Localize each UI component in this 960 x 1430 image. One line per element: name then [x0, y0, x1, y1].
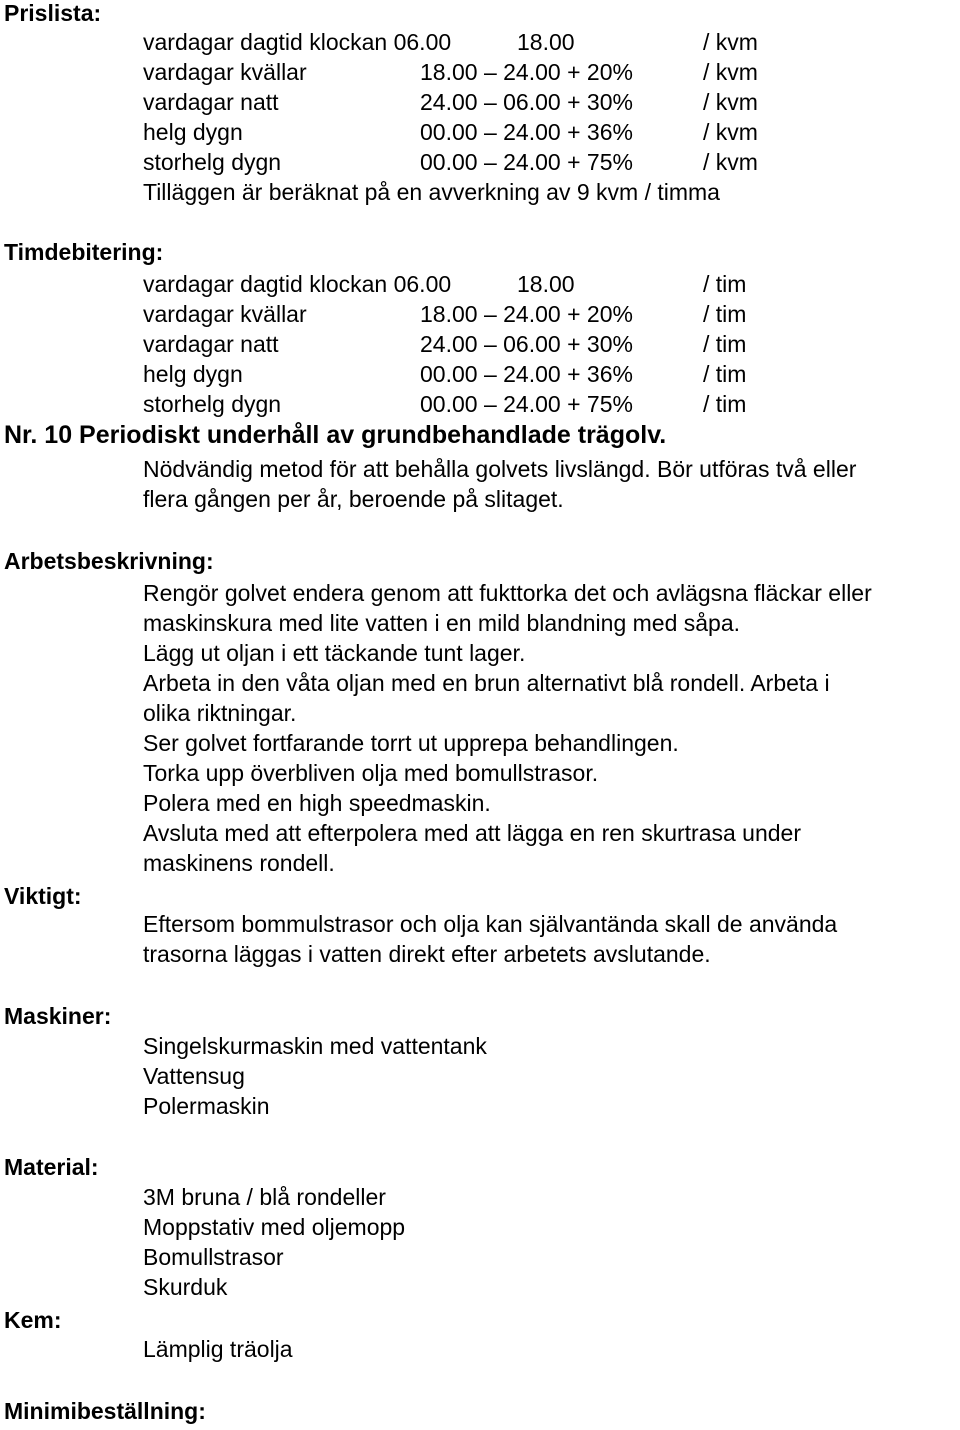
arbetsbeskrivning-line: Ser golvet fortfarande torrt ut upprepa behandlingen.: [143, 730, 679, 756]
viktigt-heading: Viktigt:: [4, 883, 82, 909]
maskiner-item: Vattensug: [143, 1063, 245, 1089]
timdebitering-row-time: 18.00 – 24.00 + 20%: [420, 301, 633, 327]
arbetsbeskrivning-line: olika riktningar.: [143, 700, 297, 726]
prislista-row-label: vardagar natt: [143, 89, 279, 115]
timdebitering-row-unit: / tim: [703, 361, 747, 387]
material-item: Skurduk: [143, 1274, 228, 1300]
prislista-row-unit: / kvm: [703, 29, 758, 55]
timdebitering-row-unit: / tim: [703, 301, 747, 327]
section-title: Nr. 10 Periodiskt underhåll av grundbehandlade trägolv.: [4, 421, 667, 449]
prislista-row-unit: / kvm: [703, 89, 758, 115]
timdebitering-row-unit: / tim: [703, 331, 747, 357]
timdebitering-row-label: vardagar dagtid klockan 06.00: [143, 271, 452, 297]
timdebitering-row-time: 24.00 – 06.00 + 30%: [420, 331, 633, 357]
section-intro-line: Nödvändig metod för att behålla golvets livslängd. Bör utföras två eller: [143, 456, 857, 482]
prislista-row-label: storhelg dygn: [143, 149, 282, 175]
arbetsbeskrivning-line: Rengör golvet endera genom att fukttorka det och avlägsna fläckar eller: [143, 580, 872, 606]
prislista-row-unit: / kvm: [703, 59, 758, 85]
timdebitering-row-label: vardagar natt: [143, 331, 279, 357]
kem-heading: Kem:: [4, 1307, 62, 1333]
maskiner-item: Polermaskin: [143, 1093, 270, 1119]
prislista-row-time: 00.00 – 24.00 + 75%: [420, 149, 633, 175]
prislista-row-label: vardagar dagtid klockan 06.00: [143, 29, 452, 55]
timdebitering-row-label: storhelg dygn: [143, 391, 282, 417]
arbetsbeskrivning-line: Lägg ut oljan i ett täckande tunt lager.: [143, 640, 526, 666]
prislista-heading: Prislista:: [4, 0, 102, 26]
prislista-row-label: vardagar kvällar: [143, 59, 307, 85]
timdebitering-row-unit: / tim: [703, 391, 747, 417]
timdebitering-row-label: vardagar kvällar: [143, 301, 307, 327]
viktigt-line: trasorna läggas i vatten direkt efter arbetets avslutande.: [143, 941, 711, 967]
maskiner-item: Singelskurmaskin med vattentank: [143, 1033, 487, 1059]
material-item: 3M bruna / blå rondeller: [143, 1184, 386, 1210]
timdebitering-row-time: 18.00: [517, 271, 575, 297]
material-heading: Material:: [4, 1154, 99, 1180]
prislista-row-label: helg dygn: [143, 119, 243, 145]
material-item: Moppstativ med oljemopp: [143, 1214, 406, 1240]
material-item: Bomullstrasor: [143, 1244, 284, 1270]
minimibestallning-heading: Minimibeställning:: [4, 1398, 206, 1424]
prislista-row-unit: / kvm: [703, 149, 758, 175]
timdebitering-row-time: 00.00 – 24.00 + 75%: [420, 391, 633, 417]
prislista-row-time: 18.00 – 24.00 + 20%: [420, 59, 633, 85]
timdebitering-row-unit: / tim: [703, 271, 747, 297]
arbetsbeskrivning-line: Polera med en high speedmaskin.: [143, 790, 491, 816]
prislista-row-unit: / kvm: [703, 119, 758, 145]
timdebitering-heading: Timdebitering:: [4, 239, 164, 265]
section-intro-line: flera gången per år, beroende på slitaget.: [143, 486, 564, 512]
timdebitering-row-label: helg dygn: [143, 361, 243, 387]
prislista-row-time: 18.00: [517, 29, 575, 55]
arbetsbeskrivning-line: Torka upp överbliven olja med bomullstrasor.: [143, 760, 599, 786]
prislista-note: Tilläggen är beräknat på en avverkning av 9 kvm / timma: [143, 179, 720, 205]
viktigt-line: Eftersom bommulstrasor och olja kan självantända skall de använda: [143, 911, 838, 937]
arbetsbeskrivning-heading: Arbetsbeskrivning:: [4, 548, 214, 574]
timdebitering-row-time: 00.00 – 24.00 + 36%: [420, 361, 633, 387]
arbetsbeskrivning-line: maskinskura med lite vatten i en mild blandning med såpa.: [143, 610, 741, 636]
maskiner-heading: Maskiner:: [4, 1003, 112, 1029]
arbetsbeskrivning-line: maskinens rondell.: [143, 850, 335, 876]
prislista-row-time: 24.00 – 06.00 + 30%: [420, 89, 633, 115]
arbetsbeskrivning-line: Avsluta med att efterpolera med att lägga en ren skurtrasa under: [143, 820, 802, 846]
kem-item: Lämplig träolja: [143, 1336, 293, 1362]
prislista-row-time: 00.00 – 24.00 + 36%: [420, 119, 633, 145]
arbetsbeskrivning-line: Arbeta in den våta oljan med en brun alternativt blå rondell. Arbeta i: [143, 670, 830, 696]
